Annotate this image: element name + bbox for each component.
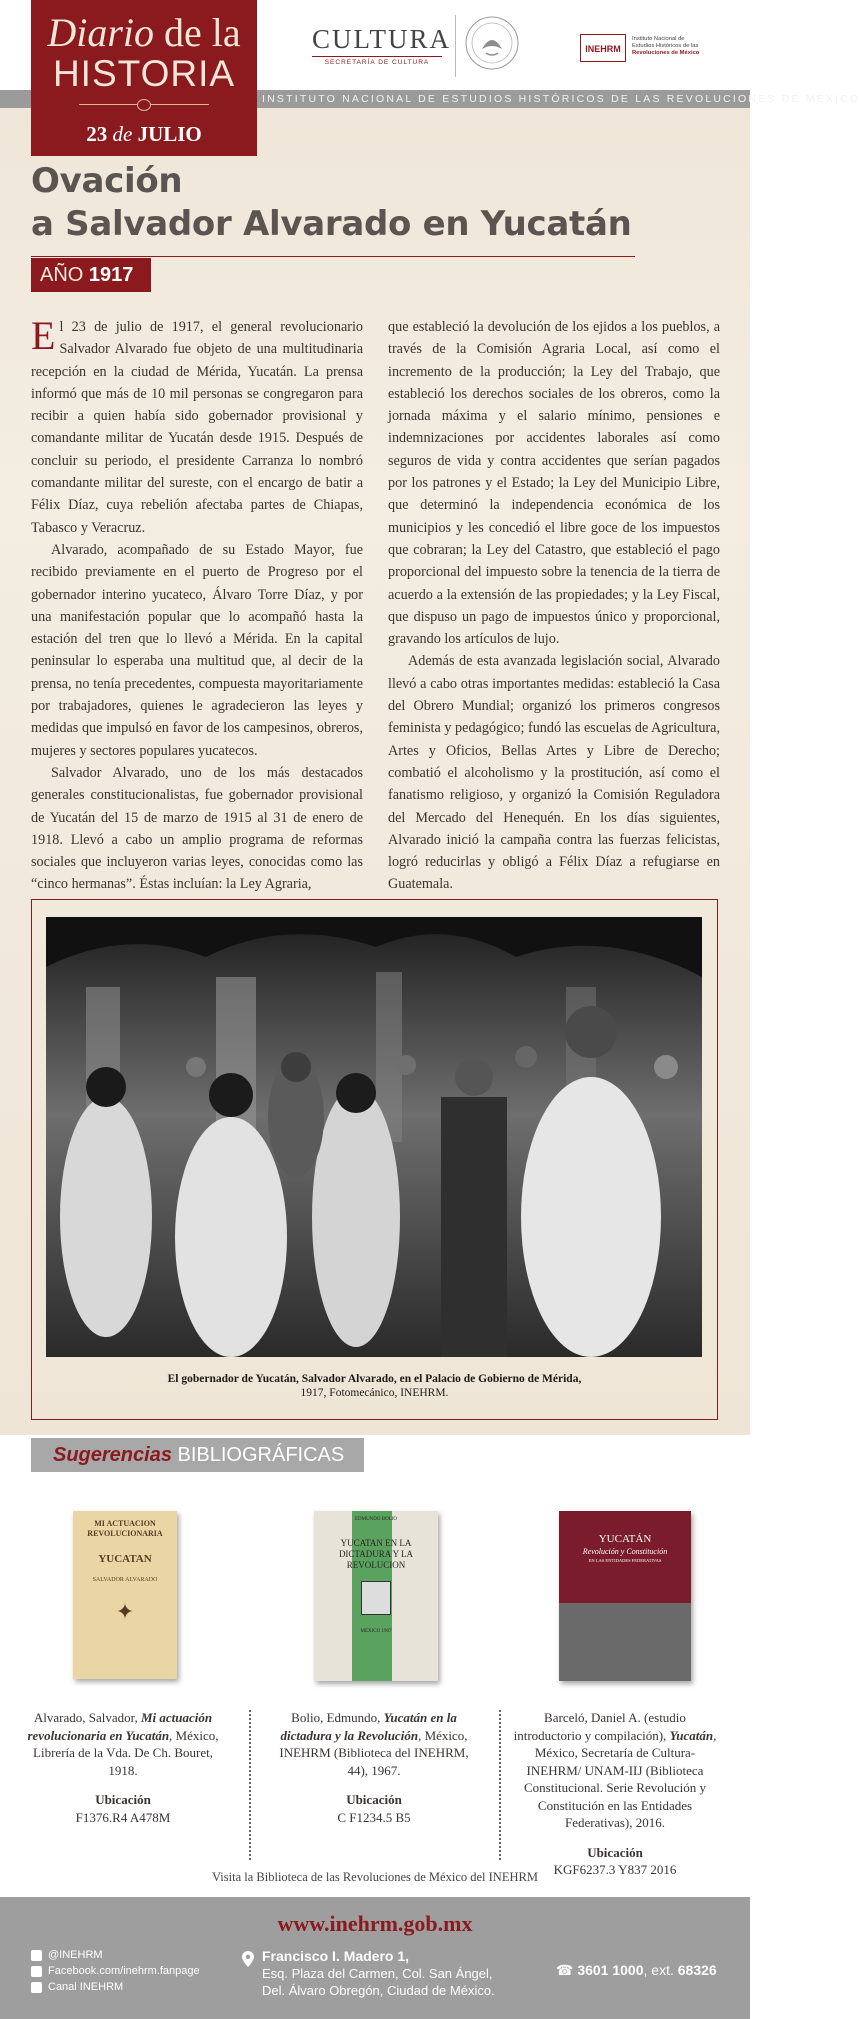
article-column-left (31, 313, 363, 896)
book-cover-author: SALVADOR ALVARADO (92, 1577, 158, 1583)
cultura-logo-subtitle: SECRETARÍA DE CULTURA (312, 56, 442, 66)
book-reference-3: Barceló, Daniel A. (estudio introductorio y compilación), Yucatán, México, Secretaría de Cultura-INEHRM/ UNAM-IIJ (Biblioteca Constitucional. Serie Revolución y Constitución en las Entidades Federativas), 2016. Ubicación KGF6237.3 Y837 2016 (513, 1710, 717, 1877)
library-visit-note: Visita la Biblioteca de las Revoluciones de México del INEHRM (212, 1870, 538, 1884)
phone-icon: ☎ (556, 1962, 578, 1978)
article-title: Ovación a Salvador Alvarado en Yucatán (31, 161, 632, 244)
address: Francisco I. Madero 1, Esq. Plaza del Carmen, Col. San Ángel, Del. Álvaro Obregón, Ciudad de México. (262, 1948, 495, 1998)
inehrm-logo-text: Instituto Nacional de Estudios Históricos de las Revoluciones de México (632, 36, 700, 56)
photo-frame (31, 899, 718, 1420)
inehrm-logo-box: INEHRM (580, 34, 626, 62)
badge-historia: HISTORIA (52, 53, 236, 94)
historical-photo (46, 917, 702, 1357)
phone-number[interactable]: ☎ 3601 1000, ext. 68326 (556, 1962, 717, 1978)
dropcap: E (31, 313, 56, 358)
cultura-logo-text: CULTURA (312, 24, 452, 54)
article-column-right (388, 316, 720, 896)
paragraph: que estableció la devolución de los ejidos a los pueblos, a través de la Comisión Agraria Local, así como el incremento de la producción; la Ley del Trabajo, que estableció los derechos sociales de los obreros, como la jornada máxima y el salario mínimo, pensiones e indemnizaciones por accidentes laborales así como seguros de vida y contra accidentes que serían pagados por los patrones y el Estado; la Ley del Municipio Libre, que determinó la independencia económica de los municipios y les concedió el libre goce de los impuestos que cobraran; la Ley del Catastro, que estableció el pago proporcional del impuesto sobre la tenencia de la tierra de acuerdo a la extensión de las propiedades; y la Ley Fiscal, que dispuso un pago de impuestos único y proporcional, gravando los artículos de lujo. (388, 319, 720, 648)
paragraph: Salvador Alvarado, uno de los más destacados generales constitucionalistas, fue gobernador provisional de Yucatán del 15 de marzo de 1915 al 31 de enero de 1918. Llevó a cabo un amplio programa de reformas sociales que incluyeron varias leyes, conocidas como las “cinco hermanas”. Éstas incluían: la Ley Agraria, (31, 764, 363, 893)
column-divider (249, 1710, 251, 1860)
social-links (31, 1947, 200, 1995)
paragraph: El 23 de julio de 1917, el general revolucionario Salvador Alvarado fue objeto de una multitudinaria recepción en la ciudad de Mérida, Yucatán. La prensa informó que más de 10 mil personas se congregaron para recibir a quien había sido gobernador provisional y comandante militar de Yucatán desde 1915. Después de concluir su periodo, el presidente Carranza lo nombró comandante militar del sureste, con el encargo de batir a Félix Díaz, cuya rebelión afectaba partes de Chiapas, Tabasco y Veracruz. (31, 313, 363, 536)
book-cover-photo (559, 1603, 691, 1681)
title-divider (31, 256, 635, 257)
facebook-link[interactable]: Facebook.com/inehrm.fanpage (31, 1963, 200, 1979)
book-emblem-icon (361, 1581, 391, 1615)
facebook-icon (31, 1966, 42, 1977)
book-reference-1: Alvarado, Salvador, Mi actuación revolucionaria en Yucatán, México, Librería de la Vda. De Ch. Bouret, 1918. Ubicación F1376.R4 A478M (27, 1710, 219, 1825)
book-cover-subtitle: YUCATAN (98, 1553, 152, 1565)
book-cover-3[interactable] (559, 1511, 691, 1681)
website-link[interactable]: www.inehrm.gob.mx (277, 1911, 473, 1936)
youtube-link[interactable]: Canal INEHRM (31, 1979, 200, 1995)
column-divider (499, 1710, 501, 1860)
twitter-link[interactable]: @INEHRM (31, 1947, 200, 1963)
book-cover-1[interactable] (73, 1511, 177, 1679)
diario-badge (31, 0, 257, 156)
book-monogram-icon: ✦ (115, 1599, 135, 1624)
book-cover-subtitle: Revolución y Constitución (582, 1547, 668, 1556)
ornament-divider (79, 98, 209, 110)
book-cover-title: YUCATAN EN LA DICTADURA Y LA REVOLUCION (338, 1538, 414, 1570)
photo-caption: El gobernador de Yucatán, Salvador Alvarado, en el Palacio de Gobierno de Mérida, 1917, Fotomecánico, INEHRM. (167, 1373, 582, 1399)
book-cover-title: MI ACTUACION REVOLUCIONARIA (87, 1519, 163, 1538)
institute-bar: INSTITUTO NACIONAL DE ESTUDIOS HISTÓRICOS DE LAS REVOLUCIONES DE MÉXICO (0, 90, 750, 108)
book-cover-author: EDMUNDO BOLIO (354, 1517, 398, 1522)
book-cover-title: YUCATÁN (598, 1533, 652, 1545)
inehrm-logo[interactable] (580, 34, 710, 64)
youtube-icon (31, 1982, 42, 1993)
book-cover-place: MEXICO 1967 (360, 1629, 392, 1634)
book-cover-2[interactable] (314, 1511, 438, 1681)
year-label: AÑO 1917 (31, 258, 151, 292)
suggestions-title: Sugerencias BIBLIOGRÁFICAS (31, 1438, 364, 1472)
book-reference-2: Bolio, Edmundo, Yucatán en la dictadura y la Revolución, México, INEHRM (Biblioteca del INEHRM, 44), 1967. Ubicación C F1234.5 B5 (279, 1710, 469, 1825)
paragraph: Además de esta avanzada legislación social, Alvarado llevó a cabo otras importantes medidas: estableció la Casa del Obrero Mundial; organizó los primeros congresos feminista y pedagógico; fundó las escuelas de Agricultura, Artes y Oficios, Bellas Artes y Libre de Derecho; combatió el alcoholismo y la prostitución, así como el fanatismo religioso, y organizó la Comisión Reguladora del Mercado del Henequén. En los días siguientes, Alvarado inició la campaña contra las fuerzas felicistas, logró reducirlas y obligó a Félix Díaz a refugiarse en Guatemala. (388, 653, 720, 893)
badge-title: Diario de la (47, 10, 241, 55)
book-cover-series: EN LAS ENTIDADES FEDERATIVAS (588, 1558, 662, 1563)
cultura-logo[interactable] (312, 24, 452, 66)
paragraph: Alvarado, acompañado de su Estado Mayor, fue recibido previamente en el puerto de Progreso por el gobernador interino yucateco, Álvaro Torre Díaz, y por una manifestación popular que lo acompañó hasta la estación del tren que lo llevó a Mérida. En la capital peninsular lo esperaba una multitud que, al decir de la prensa, no tenía precedentes, compuesta mayoritariamente por trabajadores, quienes le agradecieron las leyes y medidas que impulsó en favor de los campesinos, obreros, mujeres y sectores populares yucatecos. (31, 541, 363, 759)
location-pin-icon (242, 1951, 254, 1967)
badge-date: 23 de JULIO (86, 122, 202, 146)
national-seal-icon (455, 15, 517, 77)
twitter-icon (31, 1950, 42, 1961)
